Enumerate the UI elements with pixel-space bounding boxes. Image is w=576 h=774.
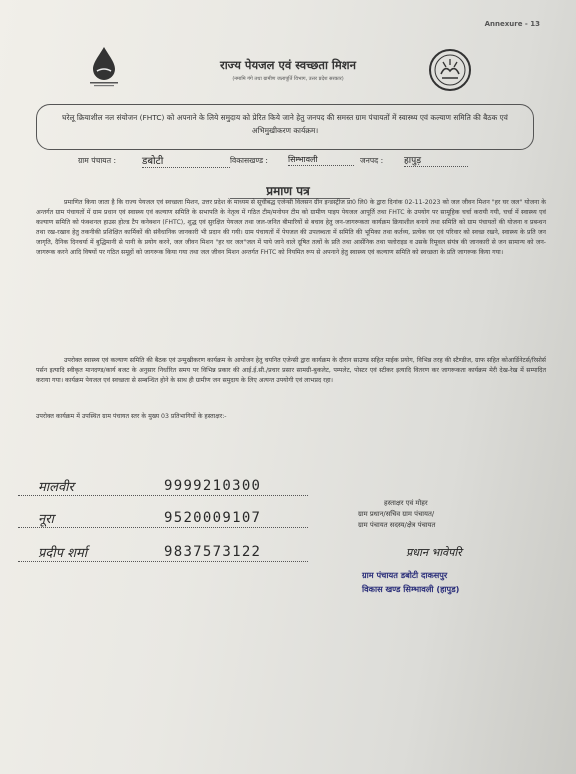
certificate-title: प्रमाण पत्र (266, 184, 310, 198)
participant-phone: 9837573122 (164, 544, 262, 560)
gram-panchayat-value: डबोटी (142, 153, 230, 168)
participant-row (18, 512, 308, 532)
participant-row (18, 546, 308, 566)
sign-and-seal-label: हस्ताक्षर एवं मोहर (384, 499, 428, 507)
org-subtitle: (नमामि गंगे तथा ग्रामीण जलापूर्ति विभाग, उत्तर प्रदेश सरकार) (232, 76, 344, 82)
org-title: राज्य पेयजल एवं स्वच्छता मिशन (220, 58, 356, 72)
participant-signature: मालवीर (38, 480, 74, 495)
signature-block (358, 498, 435, 531)
signatory-role-line: ग्राम प्रधान/सचिव ग्राम पंचायत/ (358, 510, 435, 518)
signature-line (18, 495, 308, 496)
stamp-line: विकास खण्ड सिम्भावली (हापुड) (362, 584, 460, 594)
district-label: जनपद : (360, 156, 384, 165)
panchayat-stamp (362, 546, 462, 596)
program-banner: घरेलू क्रियाशील नल संयोजन (FHTC) को अपनाने के लिये समुदाय को प्रेरित किये जाने हेतु जनपद की समस्त ग्राम पंचायतों में स्वास्थ्य एवं कल्याण समिति की बैठक एवं अभिमुखीकरण कार्यक्रम। (36, 104, 534, 150)
signature-line (18, 527, 308, 528)
district-value: हापुड़ (404, 153, 468, 167)
participant-signature: नूरा (38, 512, 54, 527)
paragraph-participants-intro: उपरोक्त कार्यक्रम में उपस्थित ग्राम पंचायत स्तर के मुख्य 03 प्रतिभागियों के हस्ताक्षर:- (36, 413, 227, 420)
participant-phone: 9999210300 (164, 478, 262, 494)
pradhan-signature: प्रधान भावेपरि (406, 546, 462, 559)
gram-panchayat-label: ग्राम पंचायत : (78, 156, 117, 165)
signatory-role-line: ग्राम पंचायत सदस्य/क्षेत्र पंचायत (358, 521, 436, 529)
signature-line (18, 561, 308, 562)
participant-phone: 9520009107 (164, 510, 262, 526)
up-government-seal-icon (428, 48, 472, 92)
annexure-label: Annexure - 13 (484, 20, 540, 28)
participant-row (18, 480, 308, 500)
stamp-line: ग्राम पंचायत डबोटी दाकसपुर (362, 570, 448, 580)
paragraph-program-details: उपरोक्त स्वास्थ्य एवं कल्याण समिति की बैठक एवं उन्मुखीकरण कार्यक्रम के आयोजन हेतु चयनित एजेन्सी द्वारा कार्यक्रम के दौरान साउण्ड सहित माईक प्रयोग, विभिन्न तरह की स्टैण्डीज, ग्राफ सहित कोआर्डिनेटर्स/रिसोर्स पर्सन इत्यादि स्वीकृत मानदण्ड/कार्य बजट के अनुसार निर्धारित समय पर विभिन्न प्रकार की आई.ई.सी./प्रचार प्रसार सामग्री-बुकलेट, पम्पलेट, पोस्टर एवं स्टीकर इत्यादि वितरण कर जागरूकता कार्यक्रम मेरी देख-रेख में सम्पादित कराया गया। कार्यक्रम पेयजल एवं स्वच्छता से सम्बन्धित होने के साथ ही ग्रामीण जन समुदाय के लिए अत्यन्त उपयोगी एवं लाभप्रद रहा। (36, 357, 546, 385)
participant-signature: प्रदीप शर्मा (38, 546, 88, 561)
paragraph-certification: प्रमाणित किया जाता है कि राज्य पेयजल एवं स्वच्छता मिशन, उत्तर प्रदेश के माध्यम से सूचीबद्ध एजेन्सी विलसन ग्रीन इन्डस्ट्रीज प्रा0 लि0 के द्वारा दिनांक 02-11-2023 को जल जीवन मिशन "हर घर जल" योजना के अन्तर्गत ग्राम पंचायतों में ग्राम प्रधान एवं स्वास्थ्य एवं कल्याण समिति के सभापति के नेतृत्व में गठित टीम/मनोयन टीम को ग्रामीण पाइप पेयजल आपूर्ति तथा FHTC के उपयोग पर सामूहिक चर्चा करायी गयी, चर्चा में स्वास्थ्य एवं कल्याण समिति को फंक्शनल हाउस होल्ड टैप कनेक्शन (FHTC), शुद्ध एवं सुरक्षित पेयजल तथा जल-जनित बीमारियों से बचाव हेतु जन-जागरूकता कार्यक्रम क्रियाशील बनाये तथा समिति को ग्राम पंचायतों की योजना व प्रबन्धन तथा रख-रखाव हेतु तकनीकी प्रशिक्षित कार्मिकों की संवैधानिक जानकारी भी प्रदान की गयी। ग्राम पंचायतों में पेयजल की उपलब्धता में समिति की भूमिका तथा कर्तव्य, प्रत्येक घर एवं परिवार को स्वच्छ रखने, स्वास्थ्य के प्रति जन जागृति, दैनिक दिनचर्या में बुद्धिमानी से पानी के प्रयोग करने, जल जीवन मिशन "हर घर जल"जल में पाये जाने वाले दूषित तत्वों के प्रति तथा आर्सेनिक तथा फ्लोराइड व उसके रिमूवल संयंत्र की जानकारी से जन सामान्य को जन-जागरूक करने आदि विषयों पर गठित समूहों को जागरूक किया गया तथा जल जीवन मिशन अन्तर्गत FHTC को नियमित रूप से अपनाने हेतु स्वास्थ्य एवं कल्याण समिति को स्वच्छता के प्रति जागरूक किया गया। (36, 199, 546, 257)
block-label: विकासखण्ड : (230, 156, 268, 165)
block-value: सिम्भावली (288, 154, 354, 166)
